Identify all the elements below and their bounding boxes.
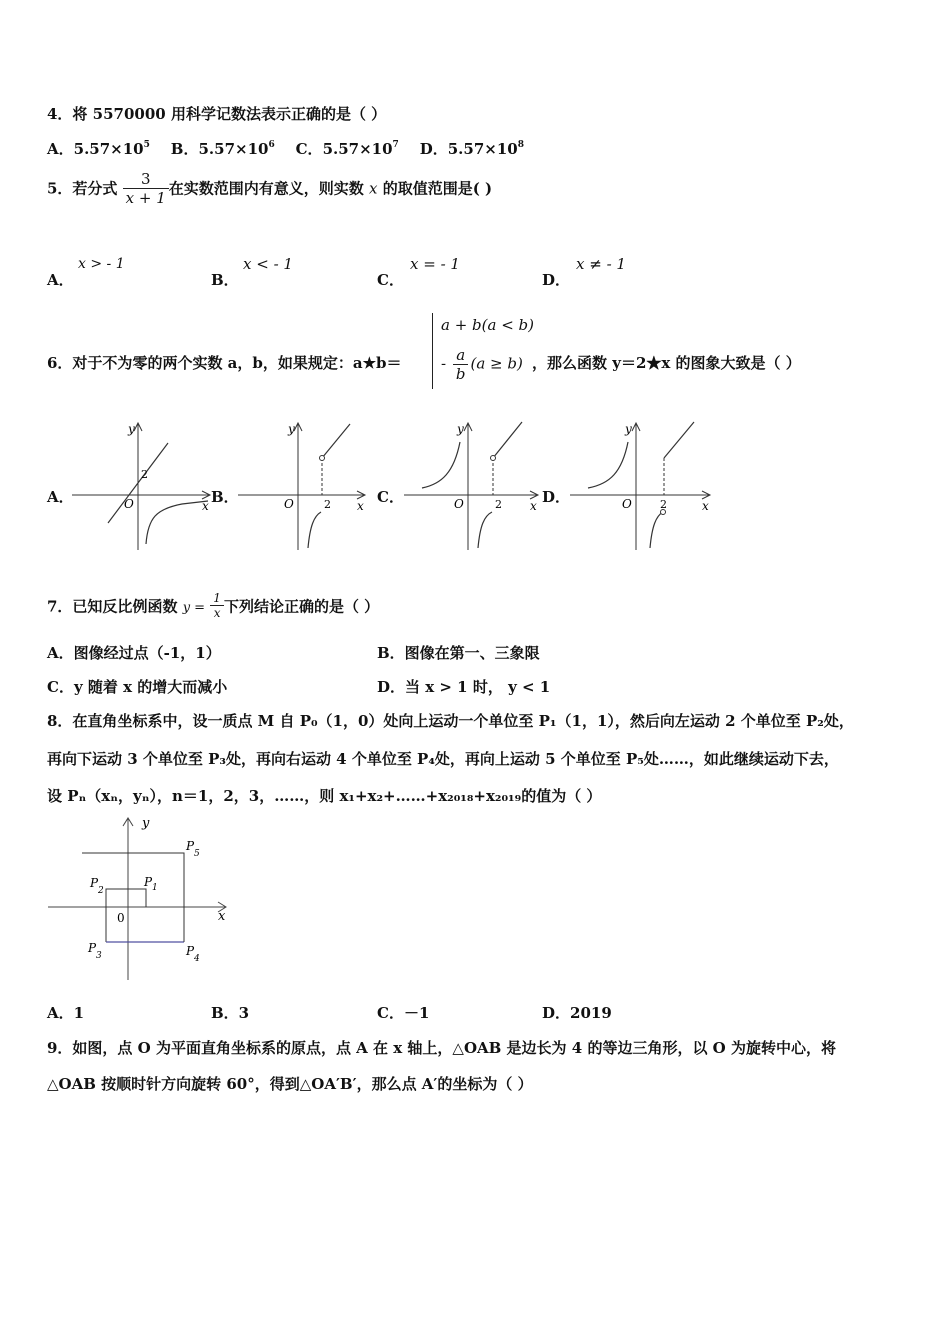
hyperbola-branch-left (422, 442, 460, 488)
hyperbola-branch (308, 512, 321, 548)
origin-label: 0 (117, 911, 125, 925)
q6-graph-d (570, 418, 716, 552)
y-label: y (288, 422, 295, 436)
q6-graph-c (404, 418, 542, 552)
q6-case1: a + b(a < b) (441, 316, 535, 334)
hyperbola-branch (146, 501, 208, 544)
p2-subscript: 2 (98, 886, 104, 896)
q6-option-d-label: D． (542, 488, 571, 506)
p5-label: P (186, 839, 195, 853)
q4-options (47, 138, 524, 159)
y-label: y (625, 422, 632, 436)
q6-suffix: ，那么函数 y＝2★x 的图象大致是（ ） (532, 354, 801, 372)
q5-stem: 5．若分式 $\frac{3}{x + 1}$ 在实数范围内有意义，则实数 x 的取值范围是( ) (47, 170, 493, 207)
q5-option-c-label: C． (377, 271, 404, 289)
line-branch (322, 424, 350, 458)
hyperbola-branch-right (650, 512, 663, 548)
hyperbola-branch-right (478, 512, 492, 548)
q8-line2: 再向下运动 3 个单位至 P₃处，再向右运动 4 个单位至 P₄处，再向上运动 5 个单位至 P₅处……，如此继续运动下去， (47, 750, 839, 768)
q5-option-d-label: D． (542, 271, 571, 289)
q8-option-b: B．3 (211, 1004, 250, 1022)
path-p4-to-p6 (82, 853, 184, 942)
y-label: y (142, 816, 150, 831)
q5-option-b-expr: x < - 1 (243, 255, 293, 273)
q8-option-d: D．2019 (542, 1004, 612, 1022)
q7-option-c: C．y 随着 x 的增大而减小 (47, 678, 228, 696)
y-label: y (457, 422, 464, 436)
x-label: x (218, 909, 226, 924)
q9-line1: 9．如图，点 O 为平面直角坐标系的原点，点 A 在 x 轴上，△OAB 是边长为 4 的等边三角形，以 O 为旋转中心，将 (47, 1039, 836, 1057)
line-branch (664, 422, 694, 458)
path-p0-to-p3 (106, 889, 146, 942)
q8-option-c: C．－1 (377, 1004, 430, 1022)
q6-case2: - $\frac{a}{b}$ (a ≥ b) (441, 346, 523, 383)
q8-line3: 设 Pₙ（xₙ，yₙ），n＝1，2，3，……，则 x₁+x₂+……+x₂₀₁₈+x₂₀₁₉的值为（ ） (47, 787, 602, 805)
y-label: y (128, 422, 135, 436)
line-branch (493, 422, 522, 458)
tick-label: 2 (495, 498, 502, 511)
p4-label: P (186, 944, 195, 958)
origin-label: O (622, 497, 632, 511)
p3-label: P (88, 941, 97, 955)
q4-option-b: B．$5.57\times 10^6$ (170, 140, 275, 158)
tick-label: 2 (324, 498, 331, 511)
q6-brace (432, 313, 437, 389)
q5-fraction: $\frac{3}{x + 1}$ (123, 170, 169, 207)
p1-subscript: 1 (152, 883, 158, 893)
p4-subscript: 4 (194, 954, 200, 964)
q7-option-d: D．当 x > 1 时， y < 1 (377, 678, 551, 696)
x-label: x (202, 499, 209, 513)
q4-stem: 4．将 5570000 用科学记数法表示正确的是（ ） (47, 105, 387, 123)
open-point (491, 456, 496, 461)
tick-label: 2 (660, 498, 667, 511)
origin-label: O (454, 497, 464, 511)
open-point (320, 456, 325, 461)
q5-option-d-expr: x ≠ - 1 (576, 255, 626, 273)
q6-graph-b (238, 418, 368, 552)
q8-option-a: A．1 (47, 1004, 85, 1022)
p2-label: P (90, 876, 99, 890)
q8-figure (46, 812, 236, 984)
q7-option-b: B．图像在第一、三象限 (377, 644, 540, 662)
q7-option-a: A．图像经过点（-1，1） (47, 644, 221, 662)
p5-subscript: 5 (194, 849, 200, 859)
q6-option-b-label: B． (211, 488, 239, 506)
q7-stem: 7．已知反比例函数 y = $\frac{1}{x}$ 下列结论正确的是（ ） (47, 591, 380, 620)
q6-stem: 6．对于不为零的两个实数 a，b，如果规定：a★b＝ (47, 354, 402, 372)
x-label: x (530, 499, 537, 513)
x-label: x (357, 499, 364, 513)
p3-subscript: 3 (96, 951, 102, 961)
q9-line2: △OAB 按顺时针方向旋转 60°，得到△OA′B′，那么点 A′的坐标为（ ） (47, 1075, 533, 1093)
x-label: x (702, 499, 709, 513)
q6-graph-a (72, 418, 212, 552)
q8-line1: 8．在直角坐标系中，设一质点 M 自 P₀（1，0）处向上运动一个单位至 P₁（1，1），然后向左运动 2 个单位至 P₂处， (47, 712, 854, 730)
p1-label: P (144, 875, 153, 889)
origin-label: O (124, 497, 134, 511)
origin-label: O (284, 497, 294, 511)
q5-option-a-label: A． (47, 271, 74, 289)
q4-option-d: D．$5.57\times 10^8$ (419, 140, 524, 158)
q6-option-c-label: C． (377, 488, 404, 506)
q4-option-a: A．$5.57\times 10^5$ (47, 140, 150, 158)
tick-label: 2 (141, 468, 148, 481)
q5-option-a-expr: x > - 1 (78, 256, 125, 272)
q6-option-a-label: A． (47, 488, 74, 506)
q5-option-c-expr: x = - 1 (410, 255, 460, 273)
q5-option-b-label: B． (211, 271, 239, 289)
hyperbola-branch-left (588, 442, 628, 488)
q4-option-c: C．$5.57\times 10^7$ (295, 140, 399, 158)
